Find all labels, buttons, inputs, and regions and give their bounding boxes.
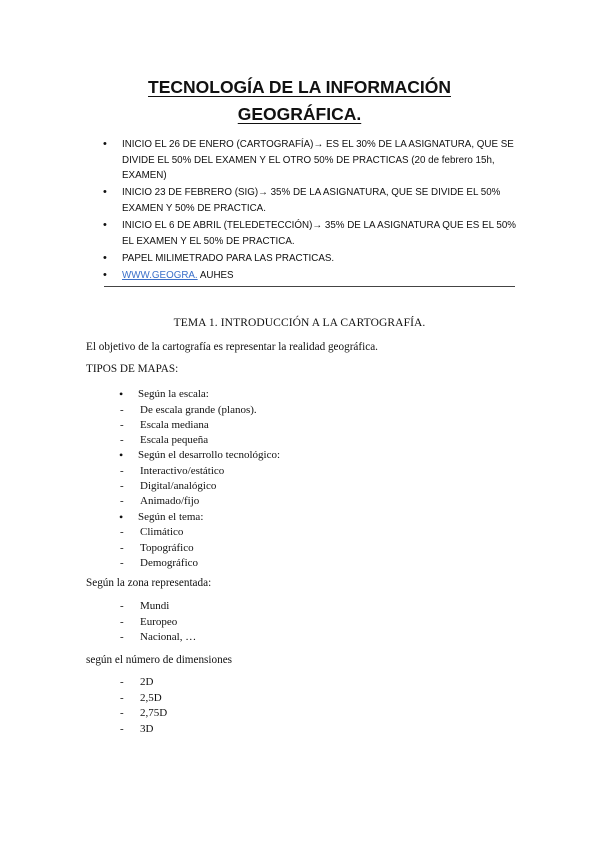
list-item: - 2,5D — [120, 691, 167, 707]
dimensions-list — [120, 675, 167, 737]
map-type-group — [118, 510, 280, 571]
document-title — [0, 74, 599, 128]
list-item: - Mundi — [120, 599, 196, 615]
map-type-items — [120, 525, 280, 571]
list-item: - Demográfico — [120, 556, 280, 571]
map-types-label: TIPOS DE MAPAS: — [86, 363, 179, 375]
course-notes-list — [96, 137, 516, 285]
list-item: - Escala pequeña — [120, 433, 280, 448]
course-note: • PAPEL MILIMETRADO PARA LAS PRACTICAS. — [96, 251, 516, 267]
zone-label: Según la zona representada: — [86, 577, 212, 589]
title-line-1: TECNOLOGÍA DE LA INFORMACIÓN — [148, 77, 451, 97]
list-item: - Topográfico — [120, 541, 280, 556]
map-type-group — [118, 387, 280, 448]
map-type-label: Según la escala: — [138, 388, 209, 400]
topic-heading: TEMA 1. INTRODUCCIÓN A LA CARTOGRAFÍA. — [173, 317, 426, 329]
list-item: - Escala mediana — [120, 418, 280, 433]
list-item: - Europeo — [120, 615, 196, 631]
list-item: - De escala grande (planos). — [120, 403, 280, 418]
link-suffix: AUHES — [197, 269, 234, 281]
map-type-group — [118, 448, 280, 509]
title-line-2: GEOGRÁFICA. — [237, 104, 362, 124]
website-link[interactable]: WWW.GEOGRA. — [122, 269, 198, 281]
list-item: - 2,75D — [120, 706, 167, 722]
course-note: • INICIO 23 DE FEBRERO (SIG)→ 35% DE LA ASIGNATURA, QUE SE DIVIDE EL 50% EXAMEN Y 50% DE PRACTICA. — [96, 185, 516, 216]
list-item: - 3D — [120, 722, 167, 738]
course-note: • INICIO EL 6 DE ABRIL (TELEDETECCIÓN)→ 35% DE LA ASIGNATURA QUE ES EL 50% EL EXAMEN Y EL 50% DE PRACTICA. — [96, 218, 516, 249]
map-type-items — [120, 464, 280, 510]
list-item: - Animado/fijo — [120, 494, 280, 509]
map-type-label: Según el desarrollo tecnológico: — [138, 449, 281, 462]
dimensions-label: según el número de dimensiones — [86, 654, 233, 666]
list-item: - Climático — [120, 525, 280, 540]
list-item: - Nacional, … — [120, 630, 196, 646]
list-item: - Digital/analógico — [120, 479, 280, 494]
map-type-label: Según el tema: — [138, 510, 204, 523]
objective-text: El objetivo de la cartografía es representar la realidad geográfica. — [86, 341, 378, 353]
zone-list — [120, 599, 196, 646]
list-item: - 2D — [120, 675, 167, 691]
map-types-list — [118, 387, 280, 571]
horizontal-rule — [104, 286, 515, 287]
list-item: - Interactivo/estático — [120, 464, 280, 479]
course-note-link — [96, 268, 516, 284]
map-type-items — [120, 403, 280, 449]
course-note: • INICIO EL 26 DE ENERO (CARTOGRAFÍA)→ ES EL 30% DE LA ASIGNATURA, QUE SE DIVIDE EL 50% DEL EXAMEN Y EL OTRO 50% DE PRACTICAS (20 de febrero 15h, EXAMEN) — [96, 137, 516, 184]
